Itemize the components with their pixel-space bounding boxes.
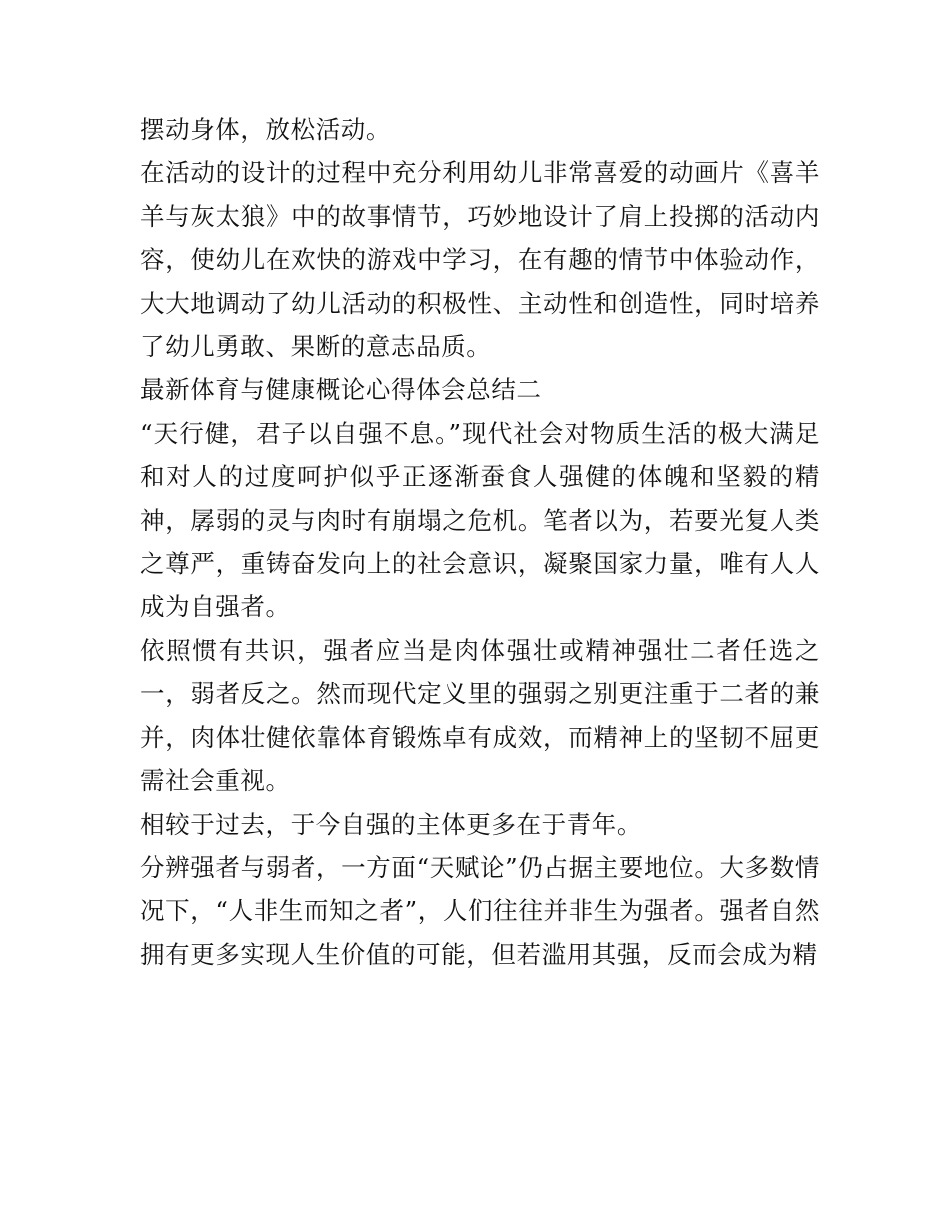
paragraph: 在活动的设计的过程中充分利用幼儿非常喜爱的动画片《喜羊羊与灰太狼》中的故事情节，巧妙地设计了肩上投掷的活动内容，使幼儿在欢快的游戏中学习，在有趣的情节中体验动作，大大地调动了幼儿活动的积极性、主动性和创造性，同时培养了幼儿勇敢、果断的意志品质。 [140, 158, 820, 362]
paragraph: 依照惯有共识，强者应当是肉体强壮或精神强壮二者任选之一，弱者反之。然而现代定义里的强弱之别更注重于二者的兼并，肉体壮健依靠体育锻炼卓有成效，而精神上的坚韧不屈更需社会重视。 [140, 635, 820, 796]
paragraph: 分辨强者与弱者，一方面“天赋论”仍占据主要地位。大多数情况下，“人非生而知之者”，人们往往并非生为强者。强者自然拥有更多实现人生价值的可能，但若滥用其强，反而会成为精 [140, 852, 820, 969]
document-body [140, 108, 820, 976]
paragraph: 相较于过去，于今自强的主体更多在于青年。 [140, 809, 642, 839]
section-heading: 最新体育与健康概论心得体会总结二 [140, 375, 542, 405]
paragraph: 摆动身体，放松活动。 [140, 115, 391, 144]
paragraph: “天行健，君子以自强不息。”现代社会对物质生活的极大满足和对人的过度呵护似乎正逐渐蚕食人强健的体魄和坚毅的精神，孱弱的灵与肉时有崩塌之危机。笔者以为，若要光复人类之尊严，重铸奋发向上的社会意识，凝聚国家力量，唯有人人成为自强者。 [140, 418, 820, 622]
